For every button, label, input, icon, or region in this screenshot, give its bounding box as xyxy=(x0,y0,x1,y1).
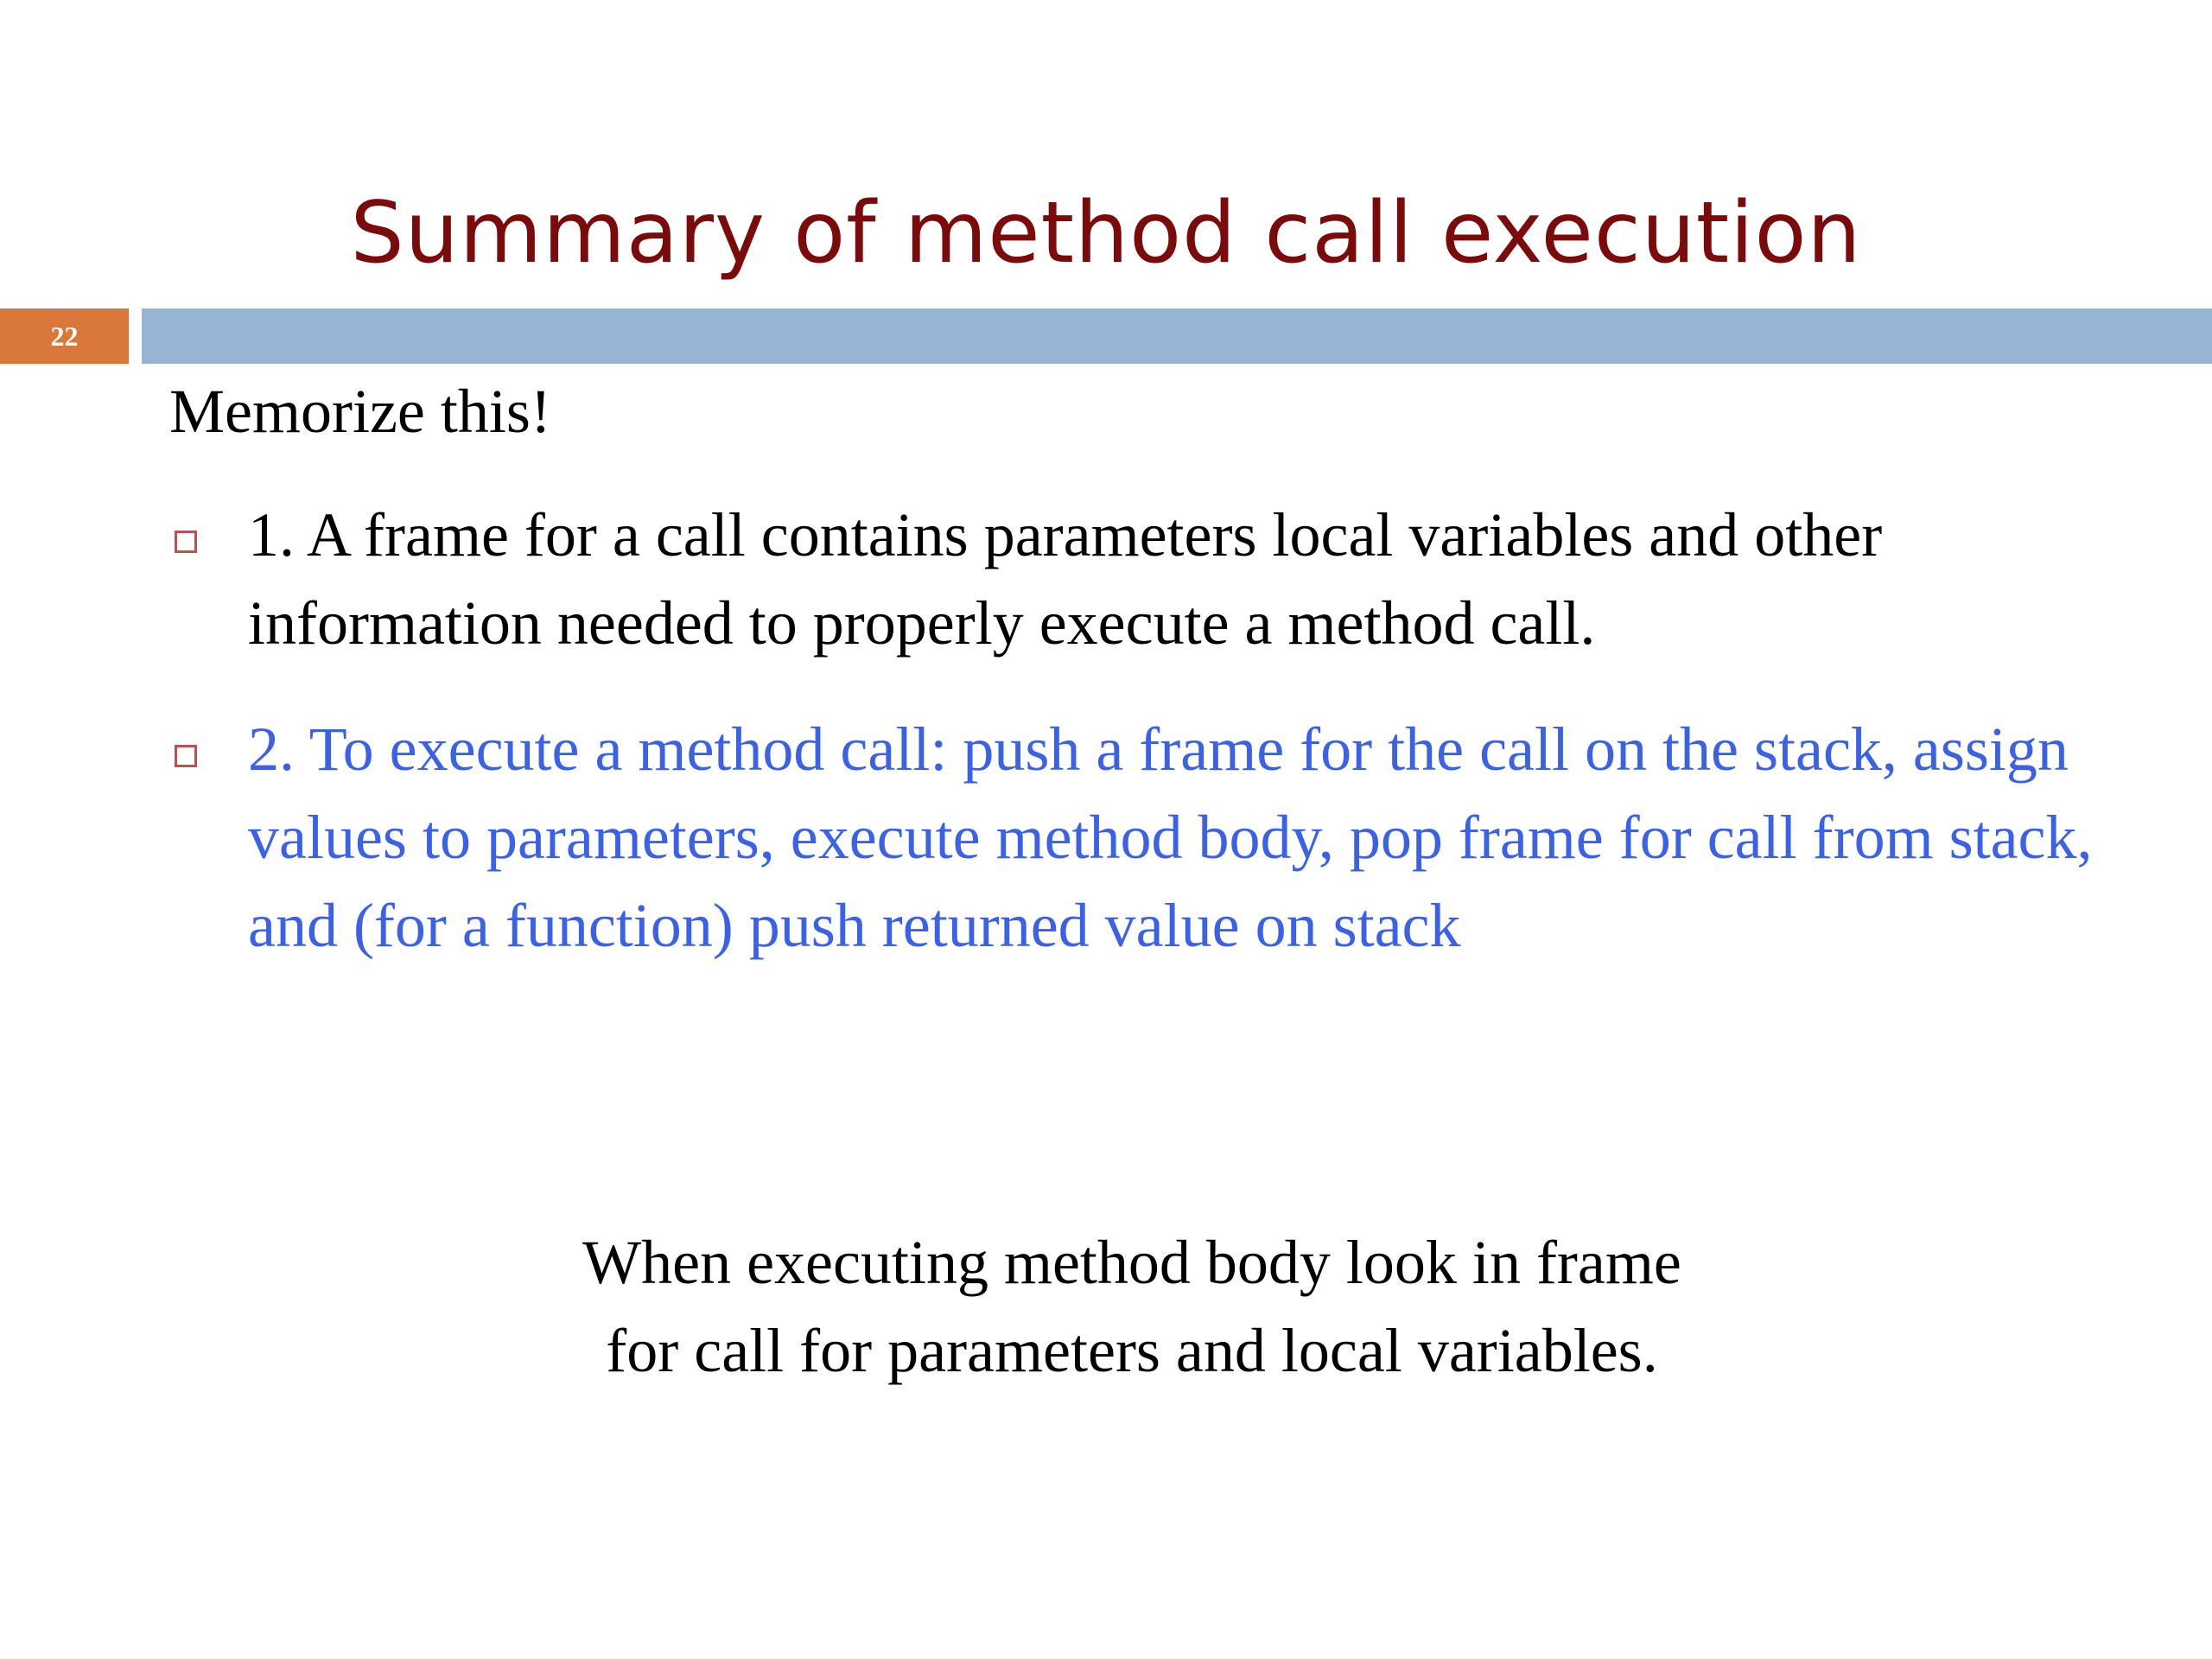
slide-number: 22 xyxy=(50,321,79,352)
slide-number-badge xyxy=(0,308,129,364)
square-bullet-icon xyxy=(175,745,197,767)
footer-note-line-1: When executing method body look in frame xyxy=(582,1228,1681,1297)
square-bullet-icon xyxy=(175,531,197,553)
bullet-text: 1. A frame for a call contains parameters local variables and other information needed to properly execute a method call. xyxy=(248,500,1883,658)
slide-title: Summary of method call execution xyxy=(350,184,1862,283)
footer-note-line-2: for call for parameters and local variables. xyxy=(606,1316,1658,1385)
header-bar xyxy=(142,308,2212,364)
footer-note xyxy=(0,1218,2212,1395)
intro-text: Memorize this! xyxy=(169,377,551,446)
bullet-text: 2. To execute a method call: push a frame for the call on the stack, assign values to parameters, execute method body, pop frame for call from stack, and (for a function) push returned value on stack xyxy=(248,715,2093,960)
